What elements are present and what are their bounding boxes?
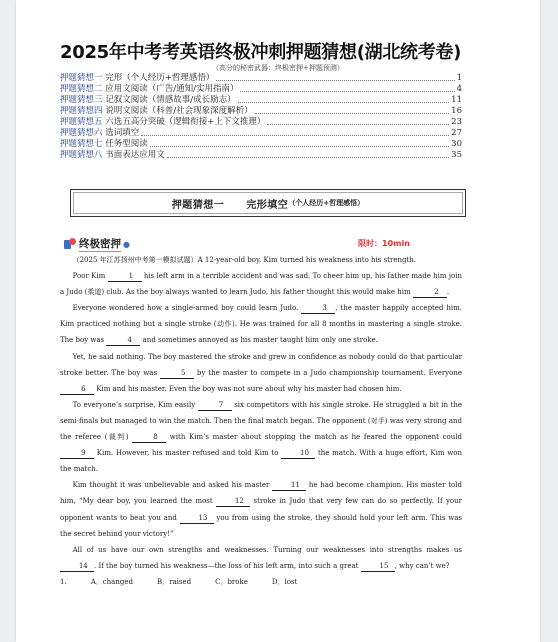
paragraph: Poor Kim 1 his left arm in a terrible accident and was sad. To cheer him up, his father made him join a Judo (柔道) club. As the boy always wanted to learn Judo, his father thought this would make him 2 .: [60, 272, 462, 297]
blank[interactable]: 3: [301, 304, 335, 314]
page-subtitle: （高分的秘密武器：终极密押+押题预测）: [212, 64, 344, 72]
toc-item[interactable]: 押题猜想五 六选五高分突破（逻辑衔接+上下文推理） 23: [60, 117, 462, 127]
blank[interactable]: 14: [60, 562, 94, 572]
document-page: [16, 0, 540, 642]
blank[interactable]: 13: [180, 514, 214, 524]
time-limit: 限时：10min: [358, 239, 410, 248]
blank[interactable]: 15: [361, 562, 395, 572]
table-of-contents: [60, 73, 462, 161]
blank[interactable]: 6: [60, 385, 94, 395]
paragraph: Yet, he said nothing. The boy mastered the stroke and grew in confidence as nobody could do that particular stroke better. The boy was 5 by the master to compete in a Judo championship tournament. Everyone 6 Kim and his master. Even the boy was not sure about why his master had chosen him.: [60, 352, 463, 393]
section-header: 终极密押 ●: [64, 236, 130, 252]
toc-item[interactable]: 押题猜想二 应用文阅读（广告/通知/实用指南） 4: [60, 84, 462, 94]
option-d[interactable]: D．lost: [271, 577, 298, 586]
blank[interactable]: 10: [281, 449, 315, 459]
toc-item[interactable]: 押题猜想一 完形（个人经历+哲理感悟） 1: [60, 73, 462, 83]
page-title: 2025年中考考英语终极冲刺押题猜想(湖北统考卷): [60, 42, 462, 63]
option-b[interactable]: B．raised: [156, 577, 192, 586]
blank[interactable]: 7: [198, 401, 232, 411]
paragraph: Everyone wondered how a single-armed boy could learn Judo. 3 , the master happily accepted him. Kim practiced nothing but a single stroke (动作). He was trained for all 8 months in mastering a single stroke. The boy was 4 and sometimes annoyed as his master taught him only one stroke.: [60, 304, 463, 345]
paragraph: Kim thought it was unbelievable and asked his master 11 he had become champion. His master told him, “My dear boy, you learned the most 12 stroke in Judo that very few can do so perfectly. If your opponent wants to beat you and 13 you from using the stroke, they should hold your left arm. This was the secret behind your victory!”: [60, 481, 462, 538]
blank[interactable]: 8: [132, 433, 166, 443]
toc-item[interactable]: 押题猜想七 任务型阅读 30: [60, 139, 462, 149]
option-a[interactable]: A．changed: [90, 577, 133, 586]
blank[interactable]: 9: [60, 449, 94, 459]
cloze-passage: [60, 252, 462, 590]
toc-item[interactable]: 押题猜想八 书面表达应用文 35: [60, 150, 462, 160]
question-options: [60, 574, 462, 590]
blank[interactable]: 2: [413, 288, 447, 298]
section-label: 终极密押: [79, 238, 121, 250]
blank[interactable]: 4: [106, 336, 140, 346]
blank[interactable]: 1: [108, 272, 142, 282]
option-c[interactable]: C．broke: [215, 577, 248, 586]
toc-item[interactable]: 押题猜想三 记叙文阅读（情感故事/成长励志） 11: [60, 95, 462, 105]
question-number: 1.: [60, 577, 67, 586]
section-banner: 押题猜想一 完形填空 （个人经历+哲理感悟）: [70, 189, 466, 217]
toc-item[interactable]: 押题猜想四 说明文阅读（科普/社会现象深度解析） 16: [60, 106, 462, 116]
paragraph: To everyone’s surprise, Kim easily 7 six competitors with his single stroke. He struggled a bit in the semi-finals but managed to win the match. Then the final match began. The opponent (对手) was very strong and the referee (裁判) 8 with Kim’s master about stopping the match as he feared the opponent could 9 Kim. However, his master refused and told Kim to 10 the match. With a huge effort, Kim won the match.: [60, 400, 462, 474]
blank[interactable]: 11: [272, 481, 306, 491]
toc-item[interactable]: 押题猜想六 选词填空 27: [60, 128, 462, 138]
paragraph: All of us have our own strengths and weaknesses. Turning our weaknesses into strengths makes us 14 . If the boy turned his weakness—the loss of his left arm, into such a great 15 , why can’t we?: [60, 542, 462, 574]
source-line: （2025 年江苏扬州中考第一模拟试题）A 12-year-old boy, Kim turned his weakness into his strength.: [72, 256, 417, 264]
blank[interactable]: 12: [216, 497, 250, 507]
section-icon: [64, 238, 76, 250]
blank[interactable]: 5: [160, 369, 194, 379]
